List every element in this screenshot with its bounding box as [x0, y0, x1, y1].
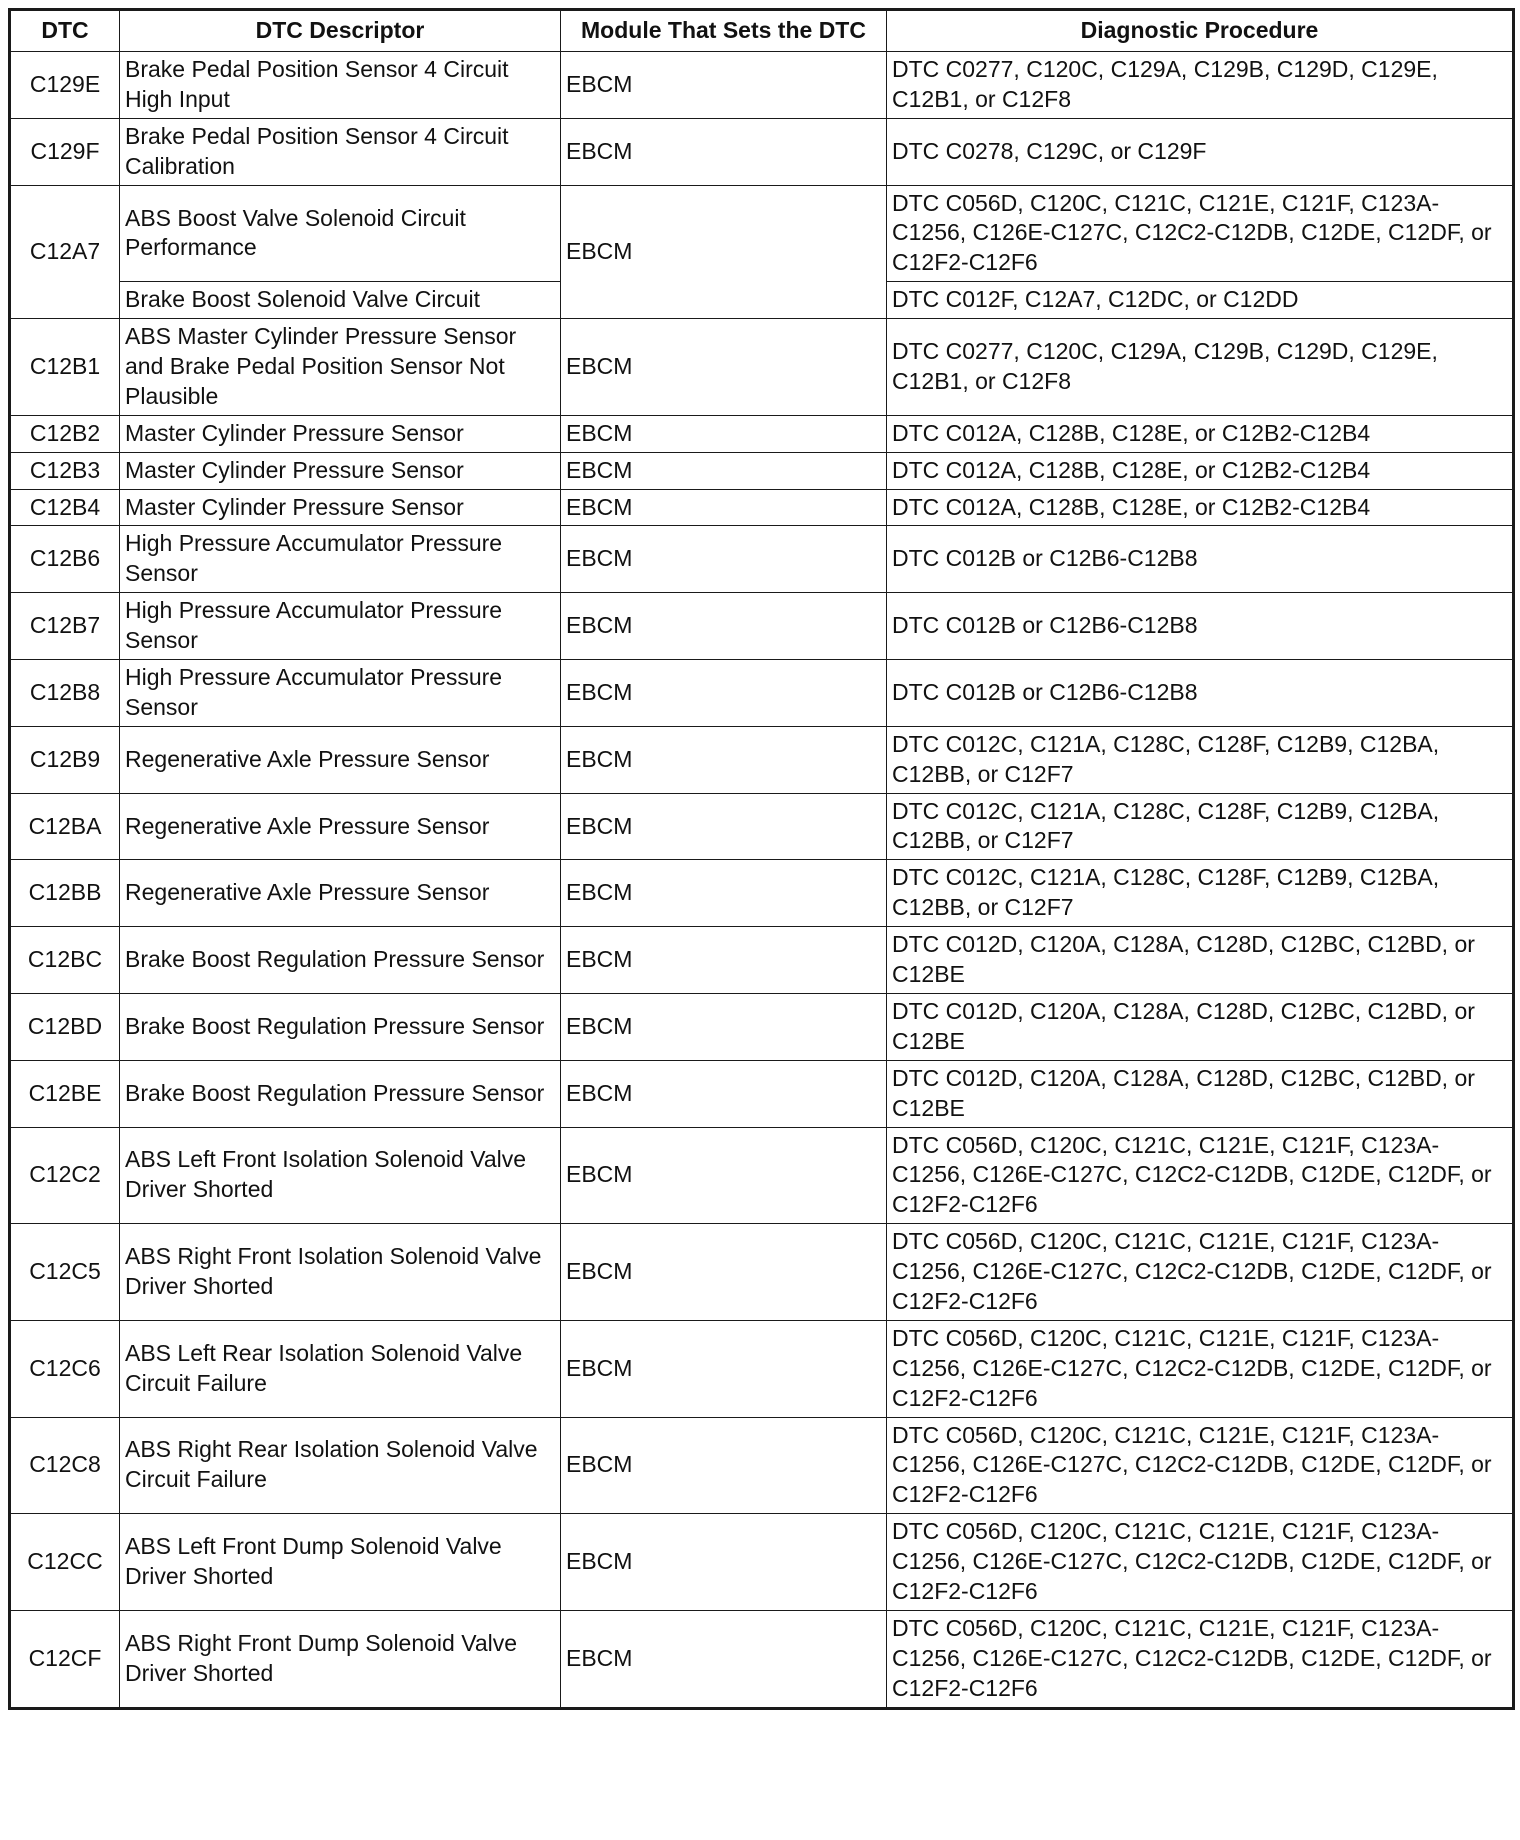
table-row [10, 927, 1514, 994]
procedure-cell: DTC C012B or C12B6-C12B8 [887, 526, 1514, 593]
dtc-descriptor-cell: ABS Left Front Dump Solenoid Valve Driver Shorted [120, 1514, 561, 1611]
dtc-code-cell: C12B9 [10, 726, 120, 793]
dtc-code-cell: C129E [10, 52, 120, 119]
table-row [10, 185, 1514, 282]
table-body [10, 52, 1514, 1709]
module-cell: EBCM [561, 118, 887, 185]
module-cell: EBCM [561, 860, 887, 927]
module-cell: EBCM [561, 1060, 887, 1127]
procedure-cell: DTC C056D, C120C, C121C, C121E, C121F, C123A-C1256, C126E-C127C, C12C2-C12DB, C12DE, C12DF, or C12F2-C12F6 [887, 1224, 1514, 1321]
table-row [10, 1060, 1514, 1127]
procedure-cell: DTC C012F, C12A7, C12DC, or C12DD [887, 282, 1514, 319]
dtc-code-cell: C12BB [10, 860, 120, 927]
dtc-descriptor-cell: Regenerative Axle Pressure Sensor [120, 860, 561, 927]
module-cell: EBCM [561, 452, 887, 489]
dtc-descriptor-cell: ABS Right Front Dump Solenoid Valve Driver Shorted [120, 1610, 561, 1708]
dtc-code-cell: C12CF [10, 1610, 120, 1708]
dtc-descriptor-cell: High Pressure Accumulator Pressure Sensor [120, 593, 561, 660]
module-cell: EBCM [561, 593, 887, 660]
procedure-cell: DTC C056D, C120C, C121C, C121E, C121F, C123A-C1256, C126E-C127C, C12C2-C12DB, C12DE, C12DF, or C12F2-C12F6 [887, 1514, 1514, 1611]
dtc-table [8, 8, 1515, 1710]
dtc-descriptor-cell: High Pressure Accumulator Pressure Sensor [120, 526, 561, 593]
dtc-descriptor-cell: Master Cylinder Pressure Sensor [120, 415, 561, 452]
dtc-descriptor-cell: Master Cylinder Pressure Sensor [120, 452, 561, 489]
dtc-code-cell: C12B7 [10, 593, 120, 660]
dtc-code-cell: C12BD [10, 993, 120, 1060]
dtc-descriptor-cell: Regenerative Axle Pressure Sensor [120, 793, 561, 860]
dtc-code-cell: C12CC [10, 1514, 120, 1611]
module-cell: EBCM [561, 1514, 887, 1611]
dtc-code-cell: C12C8 [10, 1417, 120, 1514]
table-row [10, 118, 1514, 185]
procedure-cell: DTC C012D, C120A, C128A, C128D, C12BC, C12BD, or C12BE [887, 927, 1514, 994]
module-cell: EBCM [561, 1320, 887, 1417]
dtc-descriptor-cell: ABS Left Rear Isolation Solenoid Valve Circuit Failure [120, 1320, 561, 1417]
table-row [10, 860, 1514, 927]
dtc-code-cell: C12B3 [10, 452, 120, 489]
module-cell: EBCM [561, 726, 887, 793]
dtc-descriptor-cell: ABS Right Rear Isolation Solenoid Valve Circuit Failure [120, 1417, 561, 1514]
module-cell: EBCM [561, 415, 887, 452]
dtc-code-cell: C12C6 [10, 1320, 120, 1417]
table-row [10, 1610, 1514, 1708]
header-module: Module That Sets the DTC [561, 10, 887, 52]
procedure-cell: DTC C056D, C120C, C121C, C121E, C121F, C123A-C1256, C126E-C127C, C12C2-C12DB, C12DE, C12DF, or C12F2-C12F6 [887, 1610, 1514, 1708]
table-row [10, 1224, 1514, 1321]
module-cell: EBCM [561, 1610, 887, 1708]
procedure-cell: DTC C012C, C121A, C128C, C128F, C12B9, C12BA, C12BB, or C12F7 [887, 726, 1514, 793]
procedure-cell: DTC C012A, C128B, C128E, or C12B2-C12B4 [887, 489, 1514, 526]
module-cell: EBCM [561, 489, 887, 526]
dtc-code-cell: C12C2 [10, 1127, 120, 1224]
procedure-cell: DTC C012D, C120A, C128A, C128D, C12BC, C12BD, or C12BE [887, 993, 1514, 1060]
module-cell: EBCM [561, 1417, 887, 1514]
table-row [10, 1320, 1514, 1417]
table-row [10, 726, 1514, 793]
table-row [10, 526, 1514, 593]
table-row [10, 660, 1514, 727]
procedure-cell: DTC C012B or C12B6-C12B8 [887, 660, 1514, 727]
table-row [10, 1514, 1514, 1611]
table-row [10, 593, 1514, 660]
module-cell: EBCM [561, 1224, 887, 1321]
dtc-code-cell: C129F [10, 118, 120, 185]
module-cell: EBCM [561, 185, 887, 319]
header-diagnostic-procedure: Diagnostic Procedure [887, 10, 1514, 52]
procedure-cell: DTC C056D, C120C, C121C, C121E, C121F, C123A-C1256, C126E-C127C, C12C2-C12DB, C12DE, C12DF, or C12F2-C12F6 [887, 1320, 1514, 1417]
dtc-code-cell: C12A7 [10, 185, 120, 319]
procedure-cell: DTC C0278, C129C, or C129F [887, 118, 1514, 185]
procedure-cell: DTC C012C, C121A, C128C, C128F, C12B9, C12BA, C12BB, or C12F7 [887, 793, 1514, 860]
procedure-cell: DTC C012A, C128B, C128E, or C12B2-C12B4 [887, 452, 1514, 489]
table-header-row [10, 10, 1514, 52]
procedure-cell: DTC C012C, C121A, C128C, C128F, C12B9, C12BA, C12BB, or C12F7 [887, 860, 1514, 927]
module-cell: EBCM [561, 927, 887, 994]
procedure-cell: DTC C0277, C120C, C129A, C129B, C129D, C129E, C12B1, or C12F8 [887, 52, 1514, 119]
dtc-descriptor-cell: Master Cylinder Pressure Sensor [120, 489, 561, 526]
module-cell: EBCM [561, 793, 887, 860]
procedure-cell: DTC C012D, C120A, C128A, C128D, C12BC, C12BD, or C12BE [887, 1060, 1514, 1127]
dtc-code-cell: C12BA [10, 793, 120, 860]
table-row [10, 415, 1514, 452]
module-cell: EBCM [561, 52, 887, 119]
procedure-cell: DTC C056D, C120C, C121C, C121E, C121F, C123A-C1256, C126E-C127C, C12C2-C12DB, C12DE, C12DF, or C12F2-C12F6 [887, 185, 1514, 282]
dtc-descriptor-cell: High Pressure Accumulator Pressure Sensor [120, 660, 561, 727]
dtc-code-cell: C12B8 [10, 660, 120, 727]
document-page [8, 8, 1512, 1710]
dtc-code-cell: C12B4 [10, 489, 120, 526]
table-row [10, 452, 1514, 489]
dtc-descriptor-cell: Brake Pedal Position Sensor 4 Circuit High Input [120, 52, 561, 119]
dtc-descriptor-cell: Regenerative Axle Pressure Sensor [120, 726, 561, 793]
module-cell: EBCM [561, 1127, 887, 1224]
table-row [10, 1127, 1514, 1224]
dtc-descriptor-cell: Brake Boost Solenoid Valve Circuit [120, 282, 561, 319]
dtc-descriptor-cell: ABS Master Cylinder Pressure Sensor and Brake Pedal Position Sensor Not Plausible [120, 319, 561, 416]
table-row [10, 793, 1514, 860]
procedure-cell: DTC C056D, C120C, C121C, C121E, C121F, C123A-C1256, C126E-C127C, C12C2-C12DB, C12DE, C12DF, or C12F2-C12F6 [887, 1127, 1514, 1224]
dtc-code-cell: C12B2 [10, 415, 120, 452]
table-row [10, 993, 1514, 1060]
table-row [10, 319, 1514, 416]
dtc-descriptor-cell: ABS Left Front Isolation Solenoid Valve Driver Shorted [120, 1127, 561, 1224]
header-dtc-descriptor: DTC Descriptor [120, 10, 561, 52]
dtc-descriptor-cell: Brake Boost Regulation Pressure Sensor [120, 1060, 561, 1127]
procedure-cell: DTC C056D, C120C, C121C, C121E, C121F, C123A-C1256, C126E-C127C, C12C2-C12DB, C12DE, C12DF, or C12F2-C12F6 [887, 1417, 1514, 1514]
procedure-cell: DTC C012B or C12B6-C12B8 [887, 593, 1514, 660]
dtc-descriptor-cell: Brake Pedal Position Sensor 4 Circuit Calibration [120, 118, 561, 185]
dtc-descriptor-cell: Brake Boost Regulation Pressure Sensor [120, 927, 561, 994]
header-dtc: DTC [10, 10, 120, 52]
module-cell: EBCM [561, 526, 887, 593]
table-row [10, 1417, 1514, 1514]
procedure-cell: DTC C012A, C128B, C128E, or C12B2-C12B4 [887, 415, 1514, 452]
module-cell: EBCM [561, 660, 887, 727]
dtc-code-cell: C12B1 [10, 319, 120, 416]
module-cell: EBCM [561, 993, 887, 1060]
procedure-cell: DTC C0277, C120C, C129A, C129B, C129D, C129E, C12B1, or C12F8 [887, 319, 1514, 416]
dtc-descriptor-cell: ABS Right Front Isolation Solenoid Valve Driver Shorted [120, 1224, 561, 1321]
dtc-descriptor-cell: ABS Boost Valve Solenoid Circuit Performance [120, 185, 561, 282]
dtc-code-cell: C12BE [10, 1060, 120, 1127]
dtc-code-cell: C12BC [10, 927, 120, 994]
dtc-code-cell: C12B6 [10, 526, 120, 593]
module-cell: EBCM [561, 319, 887, 416]
table-row [10, 52, 1514, 119]
table-row [10, 489, 1514, 526]
dtc-descriptor-cell: Brake Boost Regulation Pressure Sensor [120, 993, 561, 1060]
dtc-code-cell: C12C5 [10, 1224, 120, 1321]
